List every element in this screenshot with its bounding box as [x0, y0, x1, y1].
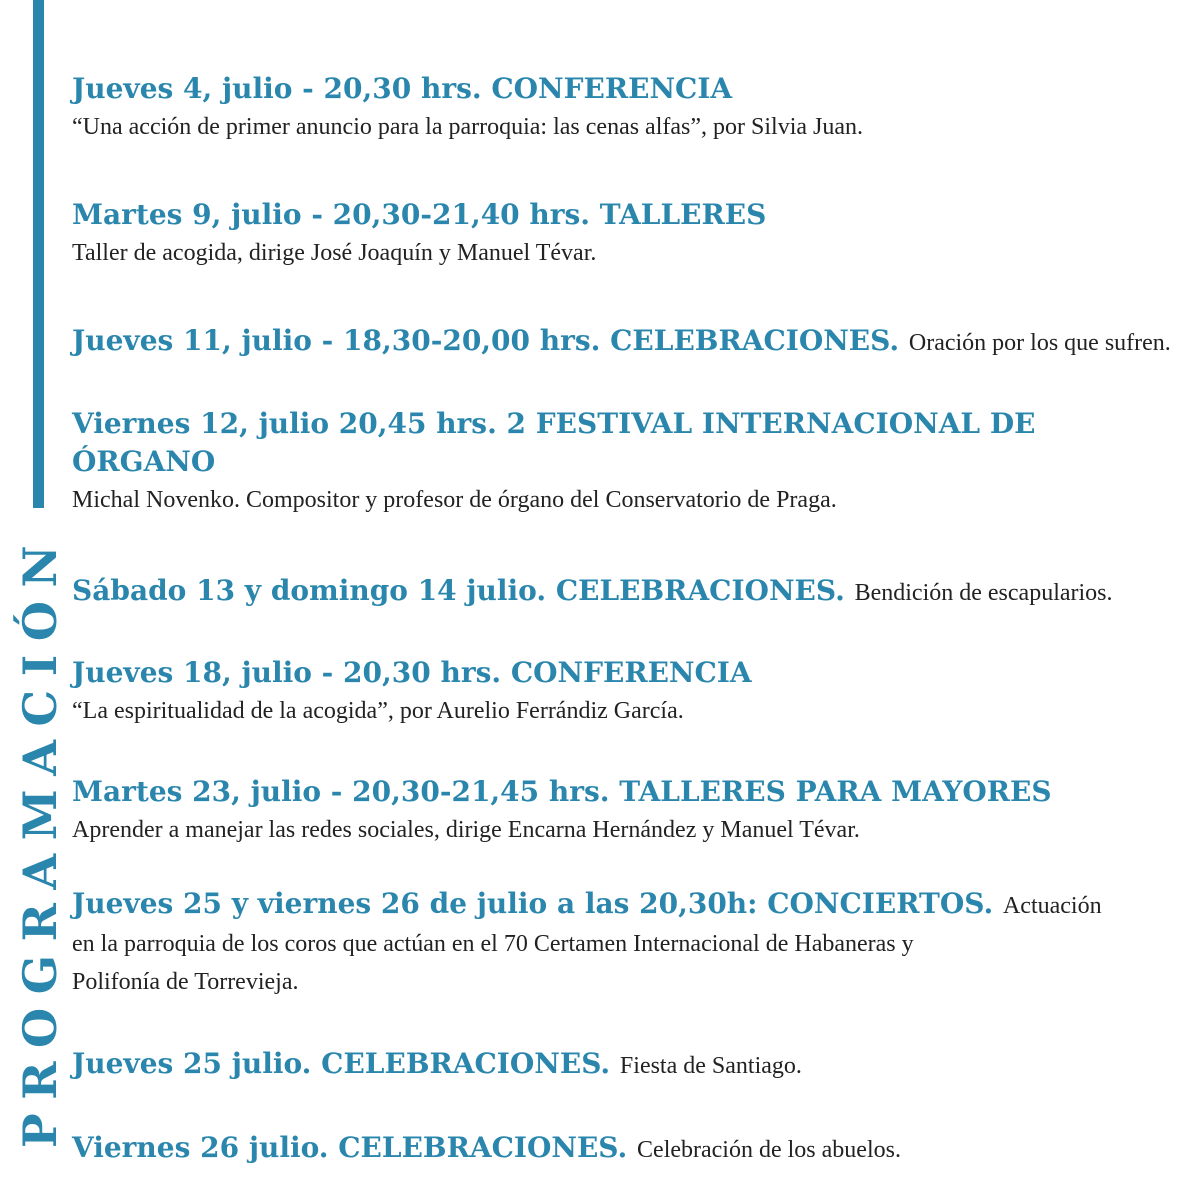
event-heading-line — [72, 1129, 1192, 1169]
event-item — [72, 773, 1192, 849]
event-heading-line — [72, 1045, 1192, 1085]
event-description-continued: Polifonía de Torrevieja. — [72, 969, 299, 995]
program-list — [72, 0, 1192, 1200]
event-inline-description: Actuación — [1002, 893, 1102, 919]
event-item — [72, 654, 1192, 730]
event-item — [72, 196, 1192, 272]
event-description: “La espiritualidad de la acogida”, por Aurelio Ferrándiz García. — [72, 698, 684, 724]
event-item — [72, 572, 1192, 612]
event-item — [72, 1045, 1192, 1085]
event-heading-continued: ÓRGANO — [72, 445, 216, 478]
event-heading-line — [72, 885, 1192, 925]
event-heading-line — [72, 322, 1192, 362]
event-heading: Jueves 25 y viernes 26 de julio a las 20,30h: CONCIERTOS. — [72, 887, 994, 920]
event-heading: Jueves 4, julio - 20,30 hrs. CONFERENCIA — [72, 72, 733, 105]
event-description: Taller de acogida, dirige José Joaquín y Manuel Tévar. — [72, 240, 597, 266]
event-description: en la parroquia de los coros que actúan en el 70 Certamen Internacional de Habaneras y — [72, 931, 914, 957]
event-item — [72, 885, 1192, 1001]
event-item — [72, 322, 1192, 362]
event-inline-description: Bendición de escapularios. — [854, 580, 1113, 606]
event-heading-line — [72, 572, 1192, 612]
event-item — [72, 405, 1192, 519]
event-description: Michal Novenko. Compositor y profesor de órgano del Conservatorio de Praga. — [72, 487, 837, 513]
event-item — [72, 70, 1192, 146]
side-title: PROGRAMACIÓN — [13, 531, 67, 1148]
event-heading: Martes 9, julio - 20,30-21,40 hrs. TALLERES — [72, 198, 767, 231]
event-heading: Viernes 26 julio. CELEBRACIONES. — [72, 1131, 628, 1164]
accent-bar — [33, 0, 44, 508]
event-description: “Una acción de primer anuncio para la parroquia: las cenas alfas”, por Silvia Juan. — [72, 114, 864, 140]
event-description: Aprender a manejar las redes sociales, dirige Encarna Hernández y Manuel Tévar. — [72, 817, 860, 843]
event-heading: Jueves 11, julio - 18,30-20,00 hrs. CELEBRACIONES. — [72, 324, 900, 357]
event-inline-description: Celebración de los abuelos. — [637, 1137, 901, 1163]
event-heading: Sábado 13 y domingo 14 julio. CELEBRACIONES. — [72, 574, 845, 607]
event-heading: Viernes 12, julio 20,45 hrs. 2 FESTIVAL INTERNACIONAL DE — [72, 407, 1036, 440]
event-item — [72, 1129, 1192, 1169]
event-inline-description: Oración por los que sufren. — [908, 330, 1171, 356]
event-heading: Jueves 25 julio. CELEBRACIONES. — [72, 1047, 611, 1080]
event-inline-description: Fiesta de Santiago. — [619, 1053, 802, 1079]
event-heading: Martes 23, julio - 20,30-21,45 hrs. TALLERES PARA MAYORES — [72, 775, 1052, 808]
event-heading: Jueves 18, julio - 20,30 hrs. CONFERENCIA — [72, 656, 752, 689]
